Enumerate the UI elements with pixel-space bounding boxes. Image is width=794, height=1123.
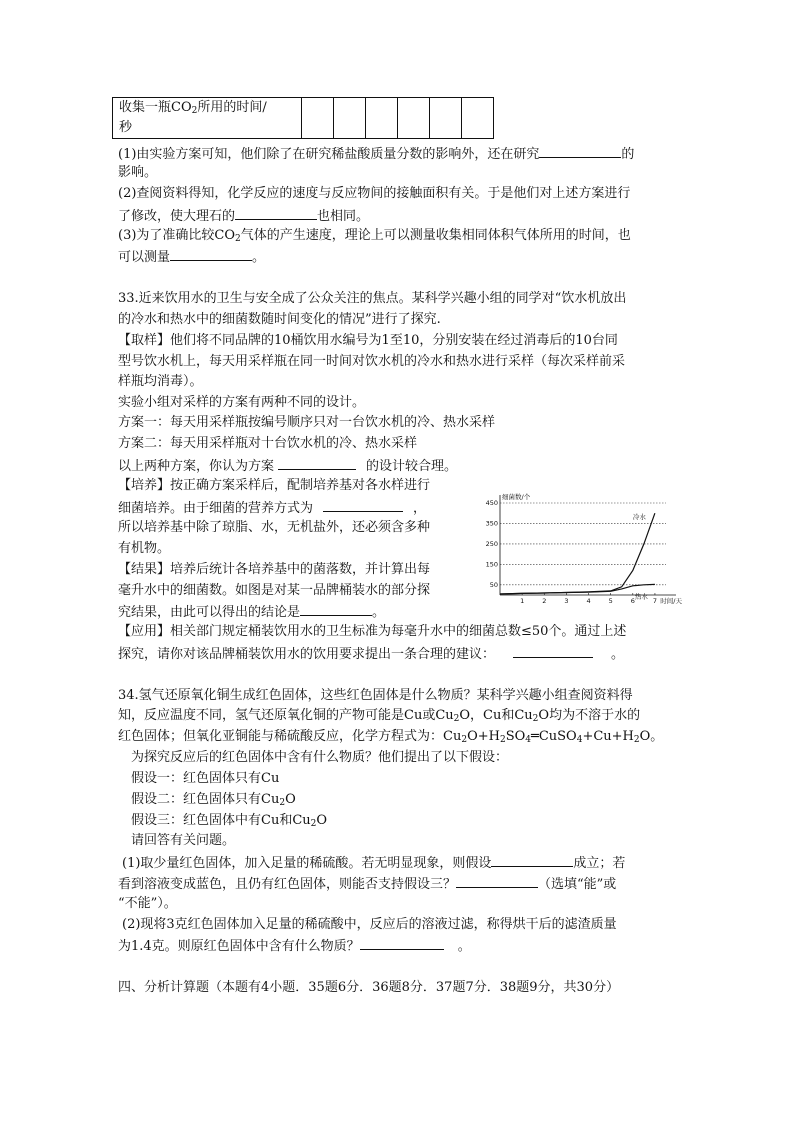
q34-line-3: 红色固体；但氧化亚铜能与稀硫酸反应，化学方程式为：$Cu_2O+H_2SO_4═CuSO_4+Cu+H_2O$。: [118, 729, 664, 745]
q34-line-10: 看到溶液变成蓝色，且仍有红色固体，则能否支持假设三？ （选填“能”或: [118, 873, 616, 895]
co2-time-table: [112, 97, 494, 139]
series-line-0: [500, 513, 655, 594]
q34-line-6: 假设二：红色固体只有$Cu_2O$: [131, 792, 296, 808]
table-cell: [398, 98, 430, 139]
q32-line-4: 了修改，使大理石的 也相同。: [118, 205, 369, 227]
section-4-heading: 四、分析计算题（本题有4小题．35题6分．36题8分．37题7分．38题9分，共30分）: [118, 980, 620, 995]
x-axis-label: 时间/天: [660, 597, 682, 605]
table-row-label: 收集一瓶$CO_2$所用的时间/ 秒: [113, 98, 302, 139]
q33-line-1: 33.近来饮用水的卫生与安全成了公众关注的焦点。某科学兴趣小组的同学对“饮水机放出: [118, 291, 627, 306]
q33-line-8: 方案二：每天用采样瓶对十台饮水机的冷、热水采样: [118, 436, 418, 451]
q33-line-7: 方案一：每天用采样瓶按编号顺序只对一台饮水机的冷、热水采样: [118, 415, 496, 430]
q32-line-6: 可以测量 。: [118, 246, 265, 268]
q34-line-8: 请回答有关问题。: [131, 833, 236, 848]
q33-line-12: 所以培养基中除了琼脂、水，无机盐外，还必须含多种: [118, 520, 431, 535]
q33-line-11: 细菌培养。由于细菌的营养方式为 ，: [118, 497, 426, 519]
q34-line-7: 假设三：红色固体中有Cu和$Cu_2O$: [131, 813, 328, 829]
q34-line-9: (1)取少量红色固体，加入足量的稀硫酸。若无明显现象，则假设 成立；若: [122, 852, 625, 874]
x-tick-label: 1: [520, 597, 525, 605]
q33-line-4: 型号饮水机上，每天用采样瓶在同一时间对饮水机的冷水和热水进行采样（每次采样前采: [118, 354, 626, 369]
x-tick-label: 5: [608, 597, 613, 605]
q34-line-2: 知，反应温度不同，氢气还原氧化铜的产物可能是Cu或$Cu_2O$，Cu和$Cu_2O$均为不溶于水的: [118, 708, 641, 724]
q32-line-2: 影响。: [118, 165, 158, 180]
q34-line-5: 假设一：红色固体只有Cu: [131, 771, 280, 786]
q32-line-3: (2)查阅资料得知，化学反应的速度与反应物间的接触面积有关。于是他们对上述方案进行: [118, 186, 631, 201]
answer-blank[interactable]: [456, 873, 538, 888]
x-tick-label: 7: [652, 597, 658, 605]
q34-line-4: 为探究反应后的红色固体中含有什么物质？他们提出了以下假设：: [131, 750, 509, 765]
series-label: 热水: [634, 592, 648, 601]
q34-line-11: “不能”）。: [118, 896, 177, 911]
table-row: [113, 98, 494, 139]
answer-blank[interactable]: [170, 246, 252, 261]
answer-blank[interactable]: [513, 643, 593, 658]
y-tick-label: 50: [489, 580, 498, 589]
y-tick-label: 150: [485, 560, 498, 569]
y-tick-label: 450: [485, 499, 498, 507]
q33-line-3: 【取样】他们将不同品牌的10桶饮用水编号为1至10，分别安装在经过消毒后的10台同: [118, 333, 618, 348]
q33-line-13: 有机物。: [118, 541, 171, 556]
table-cell: [462, 98, 494, 139]
answer-blank[interactable]: [235, 205, 317, 220]
q32-line-5: (3)为了准确比较$CO_2$气体的产生速度，理论上可以测量收集相同体积气体所用的时间，也: [118, 228, 631, 244]
y-axis-label: 细菌数/个: [502, 493, 531, 501]
answer-blank[interactable]: [491, 852, 573, 867]
q33-line-14: 【结果】培养后统计各培养基中的菌落数，并计算出每: [118, 562, 431, 577]
q33-line-5: 样瓶均消毒）。: [118, 374, 203, 389]
table-cell: [430, 98, 462, 139]
q33-line-9: 以上两种方案，你认为方案 的设计较合理。: [118, 455, 457, 477]
q33-line-18: 探究，请你对该品牌桶装饮用水的饮用要求提出一条合理的建议： 。: [118, 643, 624, 665]
q34-line-13: 为1.4克。则原红色固体中含有什么物质？ 。: [118, 935, 471, 957]
answer-blank[interactable]: [278, 455, 356, 470]
q32-line-1: (1)由实验方案可知，他们除了在研究稀盐酸质量分数的影响外，还在研究 的: [118, 143, 634, 165]
x-tick-label: 3: [564, 597, 569, 605]
answer-blank[interactable]: [539, 143, 621, 158]
q33-line-16: 究结果，由此可以得出的结论是 。: [118, 601, 385, 623]
series-line-1: [500, 584, 655, 594]
answer-blank[interactable]: [360, 935, 444, 950]
table-cell: [366, 98, 398, 139]
q33-line-6: 实验小组对采样的方案有两种不同的设计。: [118, 395, 366, 410]
x-tick-label: 2: [542, 597, 547, 605]
x-tick-label: 6: [630, 597, 635, 605]
x-tick-label: 4: [586, 597, 591, 605]
table-cell: [302, 98, 334, 139]
y-tick-label: 250: [485, 539, 498, 548]
q33-line-10: 【培养】按正确方案采样后，配制培养基对各水样进行: [118, 478, 431, 493]
answer-blank[interactable]: [300, 601, 372, 616]
y-tick-label: 350: [485, 519, 498, 528]
series-label: 冷水: [632, 513, 646, 522]
q33-line-15: 毫升水中的细菌数。如图是对某一品牌桶装水的部分探: [118, 583, 431, 598]
q34-line-12: (2)现将3克红色固体加入足量的稀硫酸中，反应后的溶液过滤，称得烘干后的滤渣质量: [122, 917, 617, 932]
answer-blank[interactable]: [323, 497, 403, 512]
q33-line-17: 【应用】相关部门规定桶装饮用水的卫生标准为每毫升水中的细菌总数≤50个。通过上述: [118, 624, 627, 639]
q33-line-2: 的冷水和热水中的细菌数随时间变化的情况”进行了探究.: [118, 312, 441, 327]
table-cell: [334, 98, 366, 139]
bacteria-chart: [476, 491, 682, 611]
q34-line-1: 34.氢气还原氧化铜生成红色固体，这些红色固体是什么物质？某科学兴趣小组查阅资料得: [118, 688, 633, 703]
